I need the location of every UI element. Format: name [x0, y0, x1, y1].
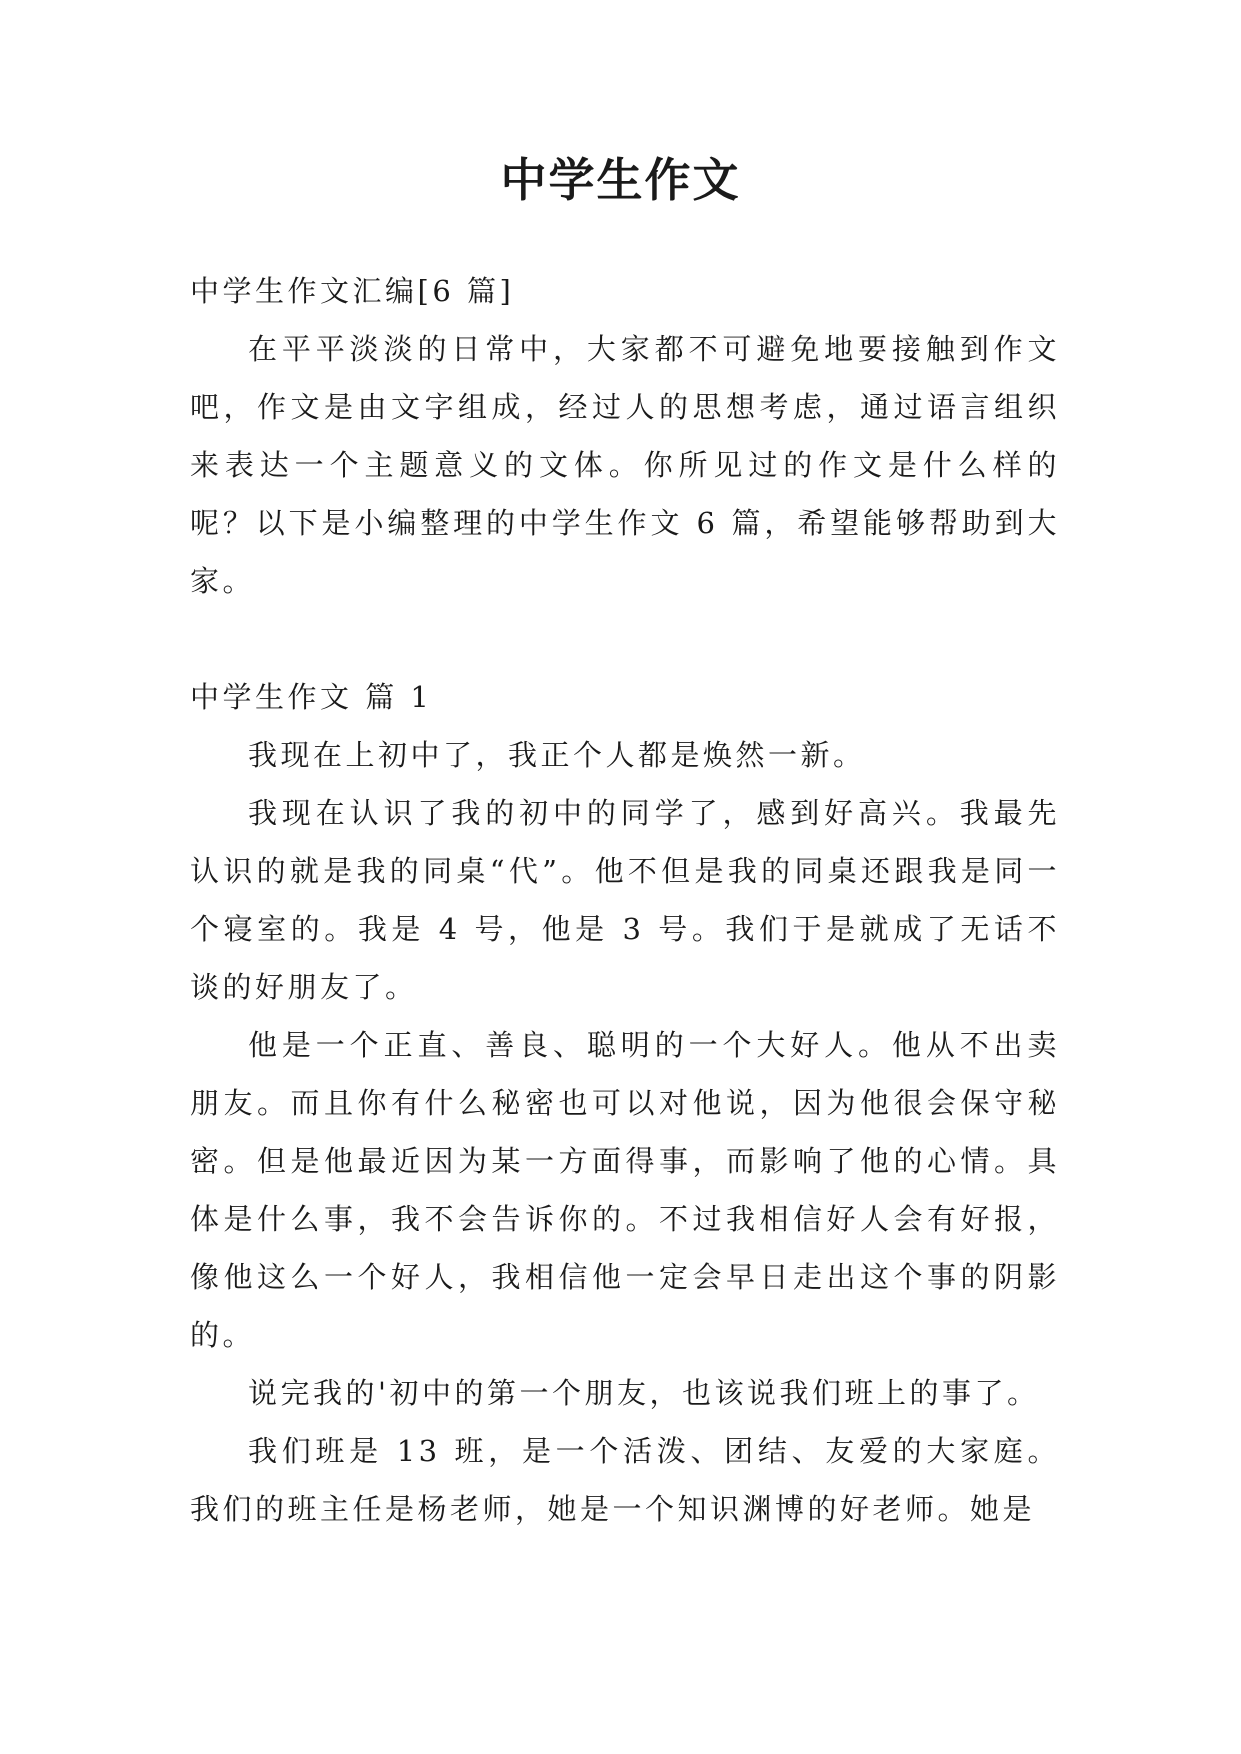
collection-heading: 中学生作文汇编[6 篇] [190, 274, 515, 308]
paragraph: 我们班是 13 班，是一个活泼、团结、友爱的大家庭。我们的班主任是杨老师，她是一个知识渊博的好老师。她是 [190, 1434, 1060, 1526]
paragraph: 他是一个正直、善良、聪明的一个大好人。他从不出卖朋友。而且你有什么秘密也可以对他说，因为他很会保守秘密。但是他最近因为某一方面得事，而影响了他的心情。具体是什么事，我不会告诉你的。不过我相信好人会有好报，像他这么一个好人，我相信他一定会早日走出这个事的阴影的。 [190, 1028, 1060, 1352]
intro-paragraph: 在平平淡淡的日常中，大家都不可避免地要接触到作文吧，作文是由文字组成，经过人的思想考虑，通过语言组织来表达一个主题意义的文体。你所见过的作文是什么样的呢？以下是小编整理的中学生作文 6 篇，希望能够帮助到大家。 [190, 332, 1060, 598]
page-title: 中学生作文 [500, 153, 741, 207]
paragraph: 我现在上初中了，我正个人都是焕然一新。 [248, 738, 866, 772]
document-body [190, 262, 1060, 1538]
paragraph: 我现在认识了我的初中的同学了，感到好高兴。我最先认识的就是我的同桌“代”。他不但是我的同桌还跟我是同一个寝室的。我是 4 号，他是 3 号。我们于是就成了无话不谈的好朋友了。 [190, 796, 1060, 1004]
section-heading: 中学生作文 篇 1 [190, 680, 433, 714]
paragraph: 说完我的'初中的第一个朋友，也该说我们班上的事了。 [248, 1376, 1040, 1410]
